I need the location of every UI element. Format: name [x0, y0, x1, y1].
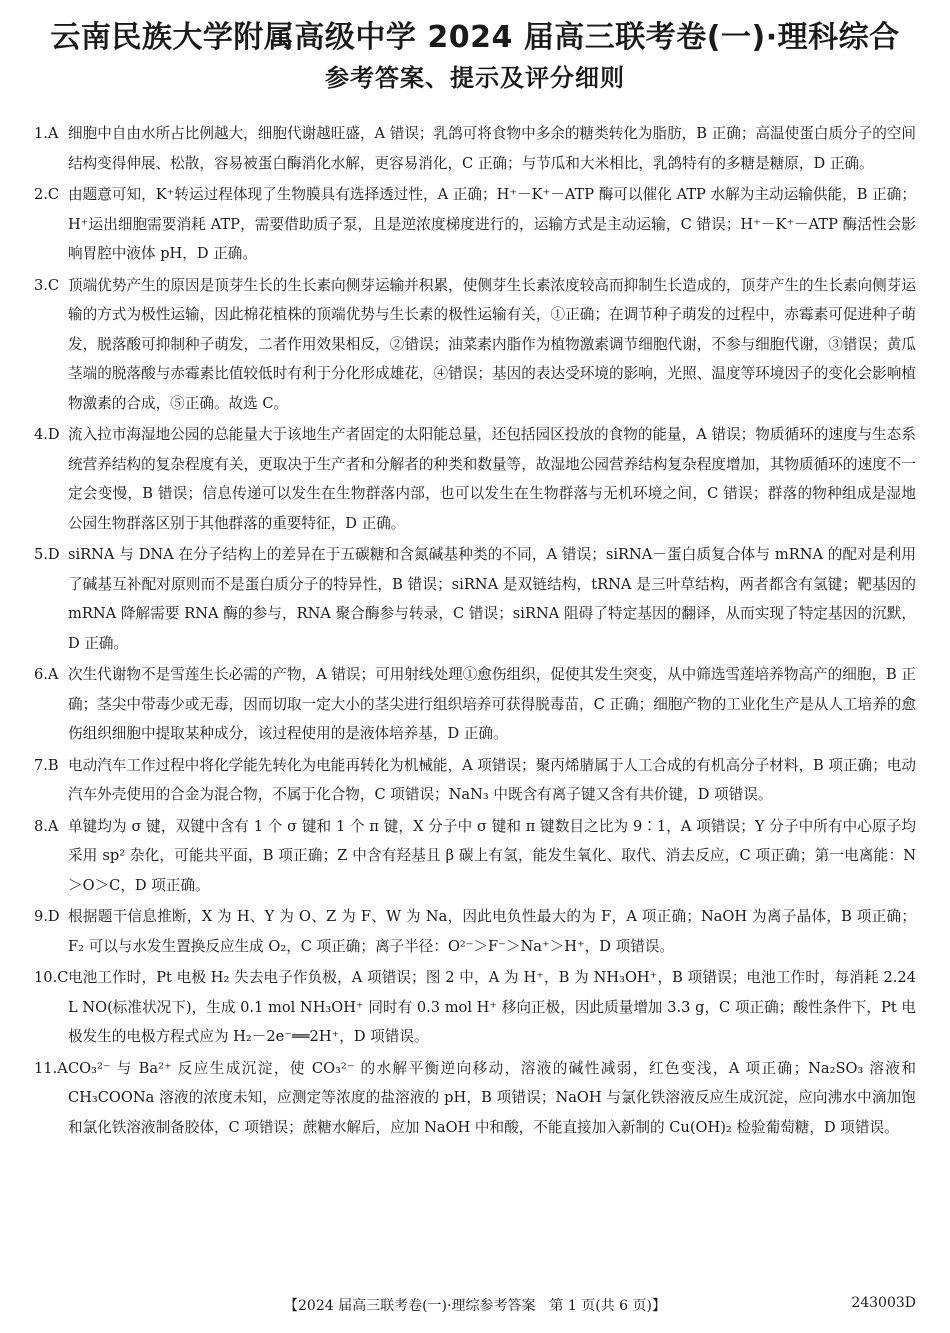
item-text: 由题意可知，K⁺转运过程体现了生物膜具有选择透过性，A 正确；H⁺－K⁺－ATP 酶可以催化 ATP 水解为主动运输供能，B 正确；H⁺运出细胞需要消耗 ATP，需要借助质子泵，且是逆浓度梯度进行的，运输方式是主动运输，C 错误；H⁺－K⁺－ATP 酶活性会影响胃腔中液体 pH，D 正确。	[68, 186, 916, 262]
item-text: siRNA 与 DNA 在分子结构上的差异在于五碳糖和含氮碱基种类的不同，A 错误；siRNA－蛋白质复合体与 mRNA 的配对是利用了碱基互补配对原则而不是蛋白质分子的特异性，B 错误；siRNA 是双链结构，tRNA 是三叶草结构，两者都含有氢键；靶基因的 mRNA 降解需要 RNA 酶的参与，RNA 聚合酶参与转录，C 错误；siRNA 阻碍了特定基因的翻译，从而实现了特定基因的沉默，D 正确。	[68, 546, 916, 652]
answer-item	[34, 660, 916, 749]
item-number: 10.C	[34, 969, 69, 986]
item-number: 2.C	[34, 186, 60, 203]
answer-item	[34, 540, 916, 658]
item-text: 顶端优势产生的原因是顶芽生长的生长素向侧芽运输并积累，使侧芽生长素浓度较高而抑制生长造成的，顶芽产生的生长素向侧芽运输的方式为极性运输，因此棉花植株的顶端优势与生长素的极性运输有关，①正确；在调节种子萌发的过程中，赤霉素可促进种子萌发，脱落酸可抑制种子萌发，二者作用效果相反，②错误；油菜素内脂作为植物激素调节细胞代谢，不参与细胞代谢，③错误；黄瓜茎端的脱落酸与赤霉素比值较低时有利于分化形成雄花，④错误；基因的表达受环境的影响，光照、温度等环境因子的变化会影响植物激素的合成，⑤正确。故选 C。	[68, 276, 916, 412]
item-text: 次生代谢物不是雪莲生长必需的产物，A 错误；可用射线处理①愈伤组织，促使其发生突变，从中筛选雪莲培养物高产的细胞，B 正确；茎尖中带毒少或无毒，因而切取一定大小的茎尖进行组织培养可获得脱毒苗，C 正确；细胞产物的工业化生产是从人工培养的愈伤组织细胞中提取某种成分，该过程使用的是液体培养基，D 正确。	[68, 666, 916, 742]
answer-item	[34, 420, 916, 538]
item-number: 4.D	[34, 426, 60, 443]
footer-page-info: 【2024 届高三联考卷(一)·理综参考答案 第 1 页(共 6 页)】	[284, 1298, 666, 1314]
item-number: 6.A	[34, 666, 59, 683]
item-number: 11.A	[34, 1059, 68, 1077]
answer-item	[34, 751, 916, 810]
answer-item	[34, 180, 916, 269]
document-title: 云南民族大学附属高级中学 2024 届高三联考卷(一)·理科综合	[50, 20, 900, 55]
answer-item	[34, 119, 916, 178]
answer-item	[34, 1054, 916, 1143]
item-text: 细胞中自由水所占比例越大，细胞代谢越旺盛，A 错误；乳鸽可将食物中多余的糖类转化为脂肪，B 正确；高温使蛋白质分子的空间结构变得伸展、松散，容易被蛋白酶消化水解，更容易消化，C 正确；与节瓜和大米相比，乳鸽特有的多糖是糖原，D 正确。	[68, 125, 916, 172]
answer-item	[34, 963, 916, 1052]
item-number: 7.B	[34, 756, 59, 774]
footer-code: 243003D	[851, 1295, 916, 1311]
item-number: 5.D	[34, 546, 60, 563]
item-text: CO₃²⁻ 与 Ba²⁺ 反应生成沉淀，使 CO₃²⁻ 的水解平衡逆向移动，溶液的碱性减弱，红色变浅，A 项正确；Na₂SO₃ 溶液和 CH₃COONa 溶液的浓度未知，应测定等浓度的盐溶液的 pH，B 项错误；NaOH 与氯化铁溶液反应生成沉淀，应向沸水中滴加饱和氯化铁溶液制备胶体，C 项错误；蔗糖水解后，应加 NaOH 中和酸，不能直接加入新制的 Cu(OH)₂ 检验葡萄糖，D 项错误。	[68, 1059, 916, 1136]
item-text: 电池工作时，Pt 电极 H₂ 失去电子作负极，A 项错误；图 2 中，A 为 H⁺，B 为 NH₃OH⁺，B 项错误；电池工作时，每消耗 2.24 L NO(标准状况下)，生成 0.1 mol NH₃OH⁺ 同时有 0.3 mol H⁺ 移向正极，因此质量增加 3.3 g，C 项正确；酸性条件下，Pt 电极发生的电极方程式应为 H₂－2e⁻══2H⁺，D 项错误。	[68, 969, 916, 1045]
item-text: 单键均为 σ 键，双键中含有 1 个 σ 键和 1 个 π 键，X 分子中 σ 键和 π 键数目之比为 9∶1，A 项错误；Y 分子中所有中心原子均采用 sp² 杂化，可能共平面，B 项正确；Z 中含有羟基且 β 碳上有氢，能发生氧化、取代、消去反应，C 项正确；第一电离能：N＞O＞C，D 项正确。	[68, 817, 916, 894]
item-number: 3.C	[34, 276, 60, 294]
answer-list	[34, 119, 916, 1144]
item-text: 根据题干信息推断，X 为 H、Y 为 O、Z 为 F、W 为 Na，因此电负性最大的为 F，A 项正确；NaOH 为离子晶体，B 项正确；F₂ 可以与水发生置换反应生成 O₂，C 项正确；离子半径：O²⁻＞F⁻＞Na⁺＞H⁺，D 项错误。	[68, 908, 916, 955]
item-number: 9.D	[34, 908, 60, 925]
document-subtitle: 参考答案、提示及评分细则	[325, 64, 625, 92]
item-text: 电动汽车工作过程中将化学能先转化为电能再转化为机械能，A 项错误；聚丙烯腈属于人工合成的有机高分子材料，B 项正确；电动汽车外壳使用的合金为混合物，不属于化合物，C 项错误；NaN₃ 中既含有离子键又含有共价键，D 项错误。	[68, 756, 916, 803]
answer-item	[34, 271, 916, 419]
answer-item	[34, 812, 916, 901]
item-text: 流入拉市海湿地公园的总能量大于该地生产者固定的太阳能总量，还包括园区投放的食物的能量，A 错误；物质循环的速度与生态系统营养结构的复杂程度有关，更取决于生产者和分解者的种类和数量等，故湿地公园营养结构复杂程度增加，其物质循环的速度不一定会变慢，B 错误；信息传递可以发生在生物群落内部，也可以发生在生物群落与无机环境之间，C 错误；群落的物种组成是湿地公园生物群落区别于其他群落的重要特征，D 正确。	[68, 426, 916, 532]
answer-item	[34, 902, 916, 961]
item-number: 1.A	[34, 125, 59, 142]
item-number: 8.A	[34, 817, 59, 835]
